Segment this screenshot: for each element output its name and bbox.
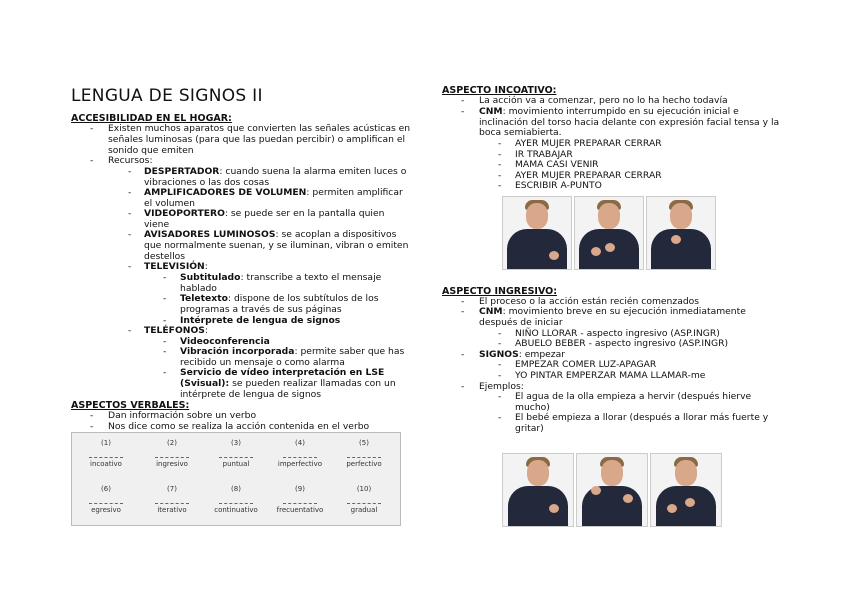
- term: AMPLIFICADORES DE VOLUMEN: [144, 187, 307, 198]
- term: Intérprete de lengua de signos: [180, 315, 341, 326]
- term: VIDEOPORTERO: [144, 208, 225, 219]
- aspect-number: (3): [231, 439, 241, 447]
- sign-photo: [646, 196, 716, 270]
- aspect-cell: [76, 485, 136, 514]
- bullet-dash: -: [498, 338, 502, 349]
- text-line: gritar): [515, 423, 544, 434]
- text-line: El proceso o la acción están recién comenzados: [479, 296, 700, 307]
- text-line: El bebé empieza a llorar (después a llorar más fuerte y: [515, 412, 769, 423]
- term: CNM: [479, 306, 503, 317]
- bullet-dash: -: [498, 138, 502, 149]
- bullet-dash: -: [498, 159, 502, 170]
- text-line: mucho): [515, 402, 550, 413]
- text-line: intérprete de lengua de signos: [180, 389, 322, 400]
- bullet-dash: -: [461, 106, 465, 117]
- text-line: [180, 368, 384, 379]
- text-line: ABUELO BEBER - aspecto ingresivo (ASP.INGR): [515, 338, 729, 349]
- text-line: el volumen: [144, 198, 195, 209]
- aspect-cell: [270, 439, 330, 468]
- text-line: [144, 167, 406, 178]
- page-title: LENGUA DE SIGNOS II: [71, 86, 263, 106]
- text-line: [180, 379, 396, 390]
- term: DESPERTADOR: [144, 166, 220, 177]
- sign-photo: [502, 196, 572, 270]
- aspect-label: incoativo: [90, 460, 122, 468]
- aspect-label: puntual: [222, 460, 250, 468]
- text-line: hablado: [180, 283, 217, 294]
- aspect-cell: [142, 439, 202, 468]
- aspect-label: perfectivo: [346, 460, 382, 468]
- aspect-cell: [206, 485, 266, 514]
- bullet-dash: -: [498, 391, 502, 402]
- text-line: viene: [144, 219, 170, 230]
- text-line: recibido un mensaje o como alarma: [180, 357, 345, 368]
- term: SIGNOS: [479, 349, 519, 360]
- bullet-dash: -: [461, 95, 465, 106]
- text-line: AYER MUJER PREPARAR CERRAR: [515, 170, 662, 181]
- text-line: Recursos:: [108, 155, 153, 166]
- text-line: Nos dice como se realiza la acción contenida en el verbo: [108, 421, 370, 432]
- term: Videoconferencia: [180, 336, 270, 347]
- aspect-cell: [334, 485, 394, 514]
- definition: : movimiento interrumpido en su ejecución inicial e: [502, 106, 739, 117]
- text-line: La acción va a comenzar, pero no lo ha hecho todavía: [479, 95, 728, 106]
- bullet-dash: -: [498, 370, 502, 381]
- text-line: después de iniciar: [479, 317, 563, 328]
- bullet-dash: -: [461, 381, 465, 392]
- section-heading: ASPECTOS VERBALES:: [71, 400, 190, 411]
- bullet-dash: -: [163, 336, 167, 347]
- text-line: [180, 294, 379, 305]
- bullet-dash: -: [128, 166, 132, 177]
- term: Servicio de vídeo interpretación en LSE: [180, 367, 385, 378]
- bullet-dash: -: [163, 293, 167, 304]
- text-line: ESCRIBIR A-PUNTO: [515, 180, 602, 191]
- aspects-table: [71, 432, 401, 526]
- text-line: programas a través de sus páginas: [180, 304, 342, 315]
- bullet-dash: -: [498, 149, 502, 160]
- definition: : permite saber que has: [294, 346, 405, 357]
- bullet-dash: -: [90, 410, 94, 421]
- text-line: MAMA CASI VENIR: [515, 159, 599, 170]
- text-line: inclinación del torso hacia delante con expresión facial tensa y la: [479, 117, 780, 128]
- bullet-dash: -: [461, 349, 465, 360]
- aspect-line: [219, 495, 253, 504]
- definition: :: [204, 325, 208, 336]
- aspect-number: (5): [359, 439, 369, 447]
- sign-photo: [502, 453, 574, 527]
- bullet-dash: -: [498, 328, 502, 339]
- aspect-line: [347, 449, 381, 458]
- bullet-dash: -: [461, 306, 465, 317]
- aspect-number: (9): [295, 485, 305, 493]
- term: Teletexto: [180, 293, 228, 304]
- definition: : empezar: [518, 349, 566, 360]
- aspect-label: frecuentativo: [276, 506, 324, 514]
- bullet-dash: -: [163, 367, 167, 378]
- aspect-label: imperfectivo: [277, 460, 323, 468]
- bullet-dash: -: [498, 170, 502, 181]
- bullet-dash: -: [128, 187, 132, 198]
- bullet-dash: -: [498, 180, 502, 191]
- aspect-label: gradual: [350, 506, 378, 514]
- bullet-dash: -: [90, 123, 94, 134]
- bullet-dash: -: [128, 229, 132, 240]
- text-line: AYER MUJER PREPARAR CERRAR: [515, 138, 662, 149]
- aspect-cell: [76, 439, 136, 468]
- text-line: [144, 262, 208, 273]
- text-line: [479, 107, 739, 118]
- aspect-label: egresivo: [91, 506, 121, 514]
- text-line: señales luminosas (para que las puedan percibir) o amplifican el: [108, 134, 406, 145]
- aspect-cell: [142, 485, 202, 514]
- term: TELÉFONOS: [144, 325, 205, 336]
- sign-photo: [574, 196, 644, 270]
- definition: : se acoplan a dispositivos: [275, 229, 397, 240]
- aspect-line: [89, 449, 123, 458]
- aspect-line: [155, 449, 189, 458]
- text-line: EMPEZAR COMER LUZ-APAGAR: [515, 359, 657, 370]
- sign-photo: [650, 453, 722, 527]
- definition: se pueden realizar llamadas con un: [229, 378, 396, 389]
- bullet-dash: -: [163, 346, 167, 357]
- bullet-dash: -: [163, 272, 167, 283]
- aspect-number: (2): [167, 439, 177, 447]
- aspect-line: [155, 495, 189, 504]
- term: AVISADORES LUMINOSOS: [144, 229, 276, 240]
- aspect-label: iterativo: [157, 506, 187, 514]
- sign-photo: [576, 453, 648, 527]
- bullet-dash: -: [128, 325, 132, 336]
- term: Vibración incorporada: [180, 346, 295, 357]
- bullet-dash: -: [128, 261, 132, 272]
- section-heading: ASPECTO INGRESIVO:: [442, 286, 558, 297]
- section-heading: ASPECTO INCOATIVO:: [442, 85, 557, 96]
- definition: : transcribe a texto el mensaje: [240, 272, 382, 283]
- sign-photo-strip: [502, 453, 722, 527]
- text-line: destellos: [144, 251, 186, 262]
- text-line: Dan información sobre un verbo: [108, 410, 257, 421]
- text-line: [180, 347, 404, 358]
- section-heading: ACCESIBILIDAD EN EL HOGAR:: [71, 113, 232, 124]
- text-line: [144, 230, 396, 241]
- text-line: [144, 209, 384, 220]
- bullet-dash: -: [90, 421, 94, 432]
- aspect-label: continuativo: [214, 506, 258, 514]
- term: (Svisual):: [180, 378, 230, 389]
- definition: : dispone de los subtítulos de los: [227, 293, 379, 304]
- aspect-line: [283, 449, 317, 458]
- text-line: [180, 273, 381, 284]
- bullet-dash: -: [128, 208, 132, 219]
- aspect-number: (8): [231, 485, 241, 493]
- text-line: Existen muchos aparatos que convierten las señales acústicas en: [108, 123, 411, 134]
- bullet-dash: -: [498, 359, 502, 370]
- aspect-number: (7): [167, 485, 177, 493]
- aspect-line: [89, 495, 123, 504]
- bullet-dash: -: [461, 296, 465, 307]
- aspect-label: ingresivo: [156, 460, 188, 468]
- aspect-number: (4): [295, 439, 305, 447]
- text-line: boca semiabierta.: [479, 127, 562, 138]
- aspect-line: [219, 449, 253, 458]
- aspect-number: (10): [356, 485, 372, 493]
- text-line: NIÑO LLORAR - aspecto ingresivo (ASP.INGR): [515, 328, 720, 339]
- definition: : movimiento breve en su ejecución inmediatamente: [502, 306, 746, 317]
- text-line: El agua de la olla empieza a hervir (después hierve: [515, 391, 752, 402]
- aspect-cell: [206, 439, 266, 468]
- text-line: IR TRABAJAR: [515, 149, 573, 160]
- aspect-line: [283, 495, 317, 504]
- definition: : cuando suena la alarma emiten luces o: [219, 166, 407, 177]
- term: TELEVISIÓN: [144, 261, 205, 272]
- aspect-cell: [334, 439, 394, 468]
- text-line: [144, 326, 208, 337]
- aspect-number: (6): [101, 485, 111, 493]
- text-line: que normalmente suenan, y se iluminan, vibran o emiten: [144, 240, 409, 251]
- definition: : permiten amplificar: [306, 187, 403, 198]
- sign-photo-strip: [502, 196, 716, 270]
- definition: :: [204, 261, 208, 272]
- bullet-dash: -: [163, 315, 167, 326]
- text-line: vibraciones o las dos cosas: [144, 177, 270, 188]
- aspect-line: [347, 495, 381, 504]
- aspect-cell: [270, 485, 330, 514]
- text-line: YO PINTAR EMPERZAR MAMA LLAMAR-me: [515, 370, 706, 381]
- aspect-number: (1): [101, 439, 111, 447]
- text-line: [479, 307, 746, 318]
- text-line: sonido que emiten: [108, 145, 194, 156]
- definition: : se puede ser en la pantalla quien: [224, 208, 385, 219]
- term: CNM: [479, 106, 503, 117]
- bullet-dash: -: [498, 412, 502, 423]
- text-line: [144, 188, 403, 199]
- term: Subtitulado: [180, 272, 241, 283]
- bullet-dash: -: [90, 155, 94, 166]
- text-line: Ejemplos:: [479, 381, 524, 392]
